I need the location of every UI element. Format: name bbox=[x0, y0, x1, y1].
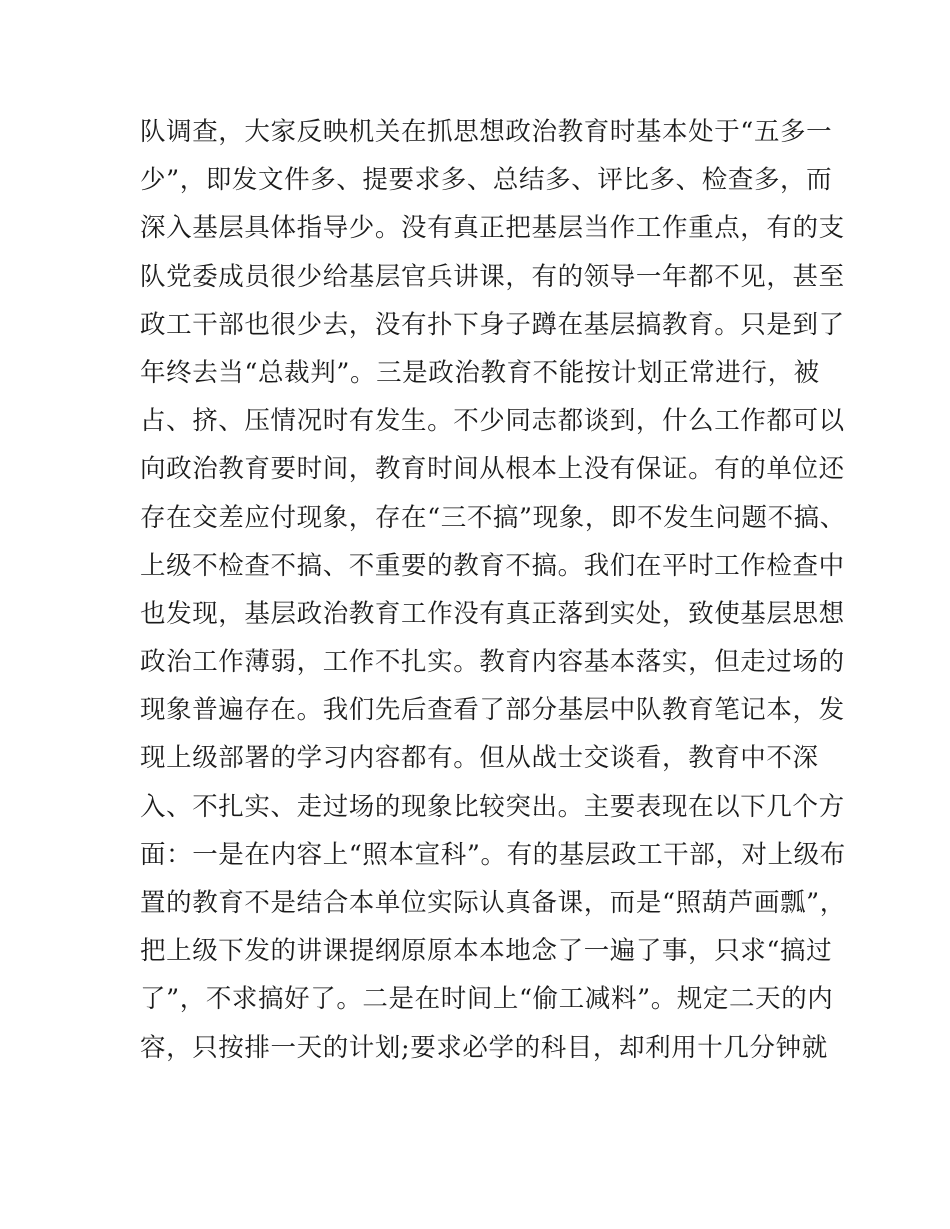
text-line: 置的教育不是结合本单位实际认真备课，而是“照葫芦画瓢”， bbox=[140, 888, 846, 918]
text-line: 现上级部署的学习内容都有。但从战士交谈看，教育中不深 bbox=[140, 743, 819, 774]
text-line: 政治工作薄弱，工作不扎实。教育内容基本落实，但走过场的 bbox=[140, 647, 845, 678]
text-line: 上级不检查不搞、不重要的教育不搞。我们在平时工作检查中 bbox=[140, 550, 845, 581]
text-line: 政工干部也很少去，没有扑下身子蹲在基层搞教育。只是到了 bbox=[140, 309, 845, 340]
text-line: 少”，即发文件多、提要求多、总结多、评比多、检查多，而 bbox=[140, 165, 833, 196]
text-line: 年终去当“总裁判”。三是政治教育不能按计划正常进行，被 bbox=[140, 357, 820, 388]
text-line: 深入基层具体指导少。没有真正把基层当作工作重点，有的支 bbox=[140, 213, 845, 244]
text-line: 现象普遍存在。我们先后查看了部分基层中队教育笔记本，发 bbox=[140, 695, 845, 726]
body-text bbox=[140, 108, 846, 1072]
text-line: 队调查，大家反映机关在抓思想政治教育时基本处于“五多一 bbox=[140, 117, 833, 147]
text-line: 占、挤、压情况时有发生。不少同志都谈到，什么工作都可以 bbox=[140, 406, 845, 437]
text-line: 面：一是在内容上“照本宣科”。有的基层政工干部，对上级布 bbox=[140, 839, 846, 870]
text-line: 把上级下发的讲课提纲原原本本地念了一遍了事，只求“搞过 bbox=[140, 936, 833, 967]
text-line: 了”，不求搞好了。二是在时间上“偷工减料”。规定二天的内 bbox=[140, 984, 834, 1015]
text-line: 存在交差应付现象，存在“三不搞”现象，即不发生问题不搞、 bbox=[140, 502, 846, 533]
text-line: 队党委成员很少给基层官兵讲课，有的领导一年都不见，甚至 bbox=[140, 261, 845, 292]
text-line: 向政治教育要时间，教育时间从根本上没有保证。有的单位还 bbox=[140, 454, 845, 485]
text-line: 入、不扎实、走过场的现象比较突出。主要表现在以下几个方 bbox=[140, 791, 845, 822]
text-line: 容，只按排一天的计划;要求必学的科目，却利用十几分钟就 bbox=[140, 1032, 828, 1063]
text-line: 也发现，基层政治教育工作没有真正落到实处，致使基层思想 bbox=[140, 598, 845, 629]
